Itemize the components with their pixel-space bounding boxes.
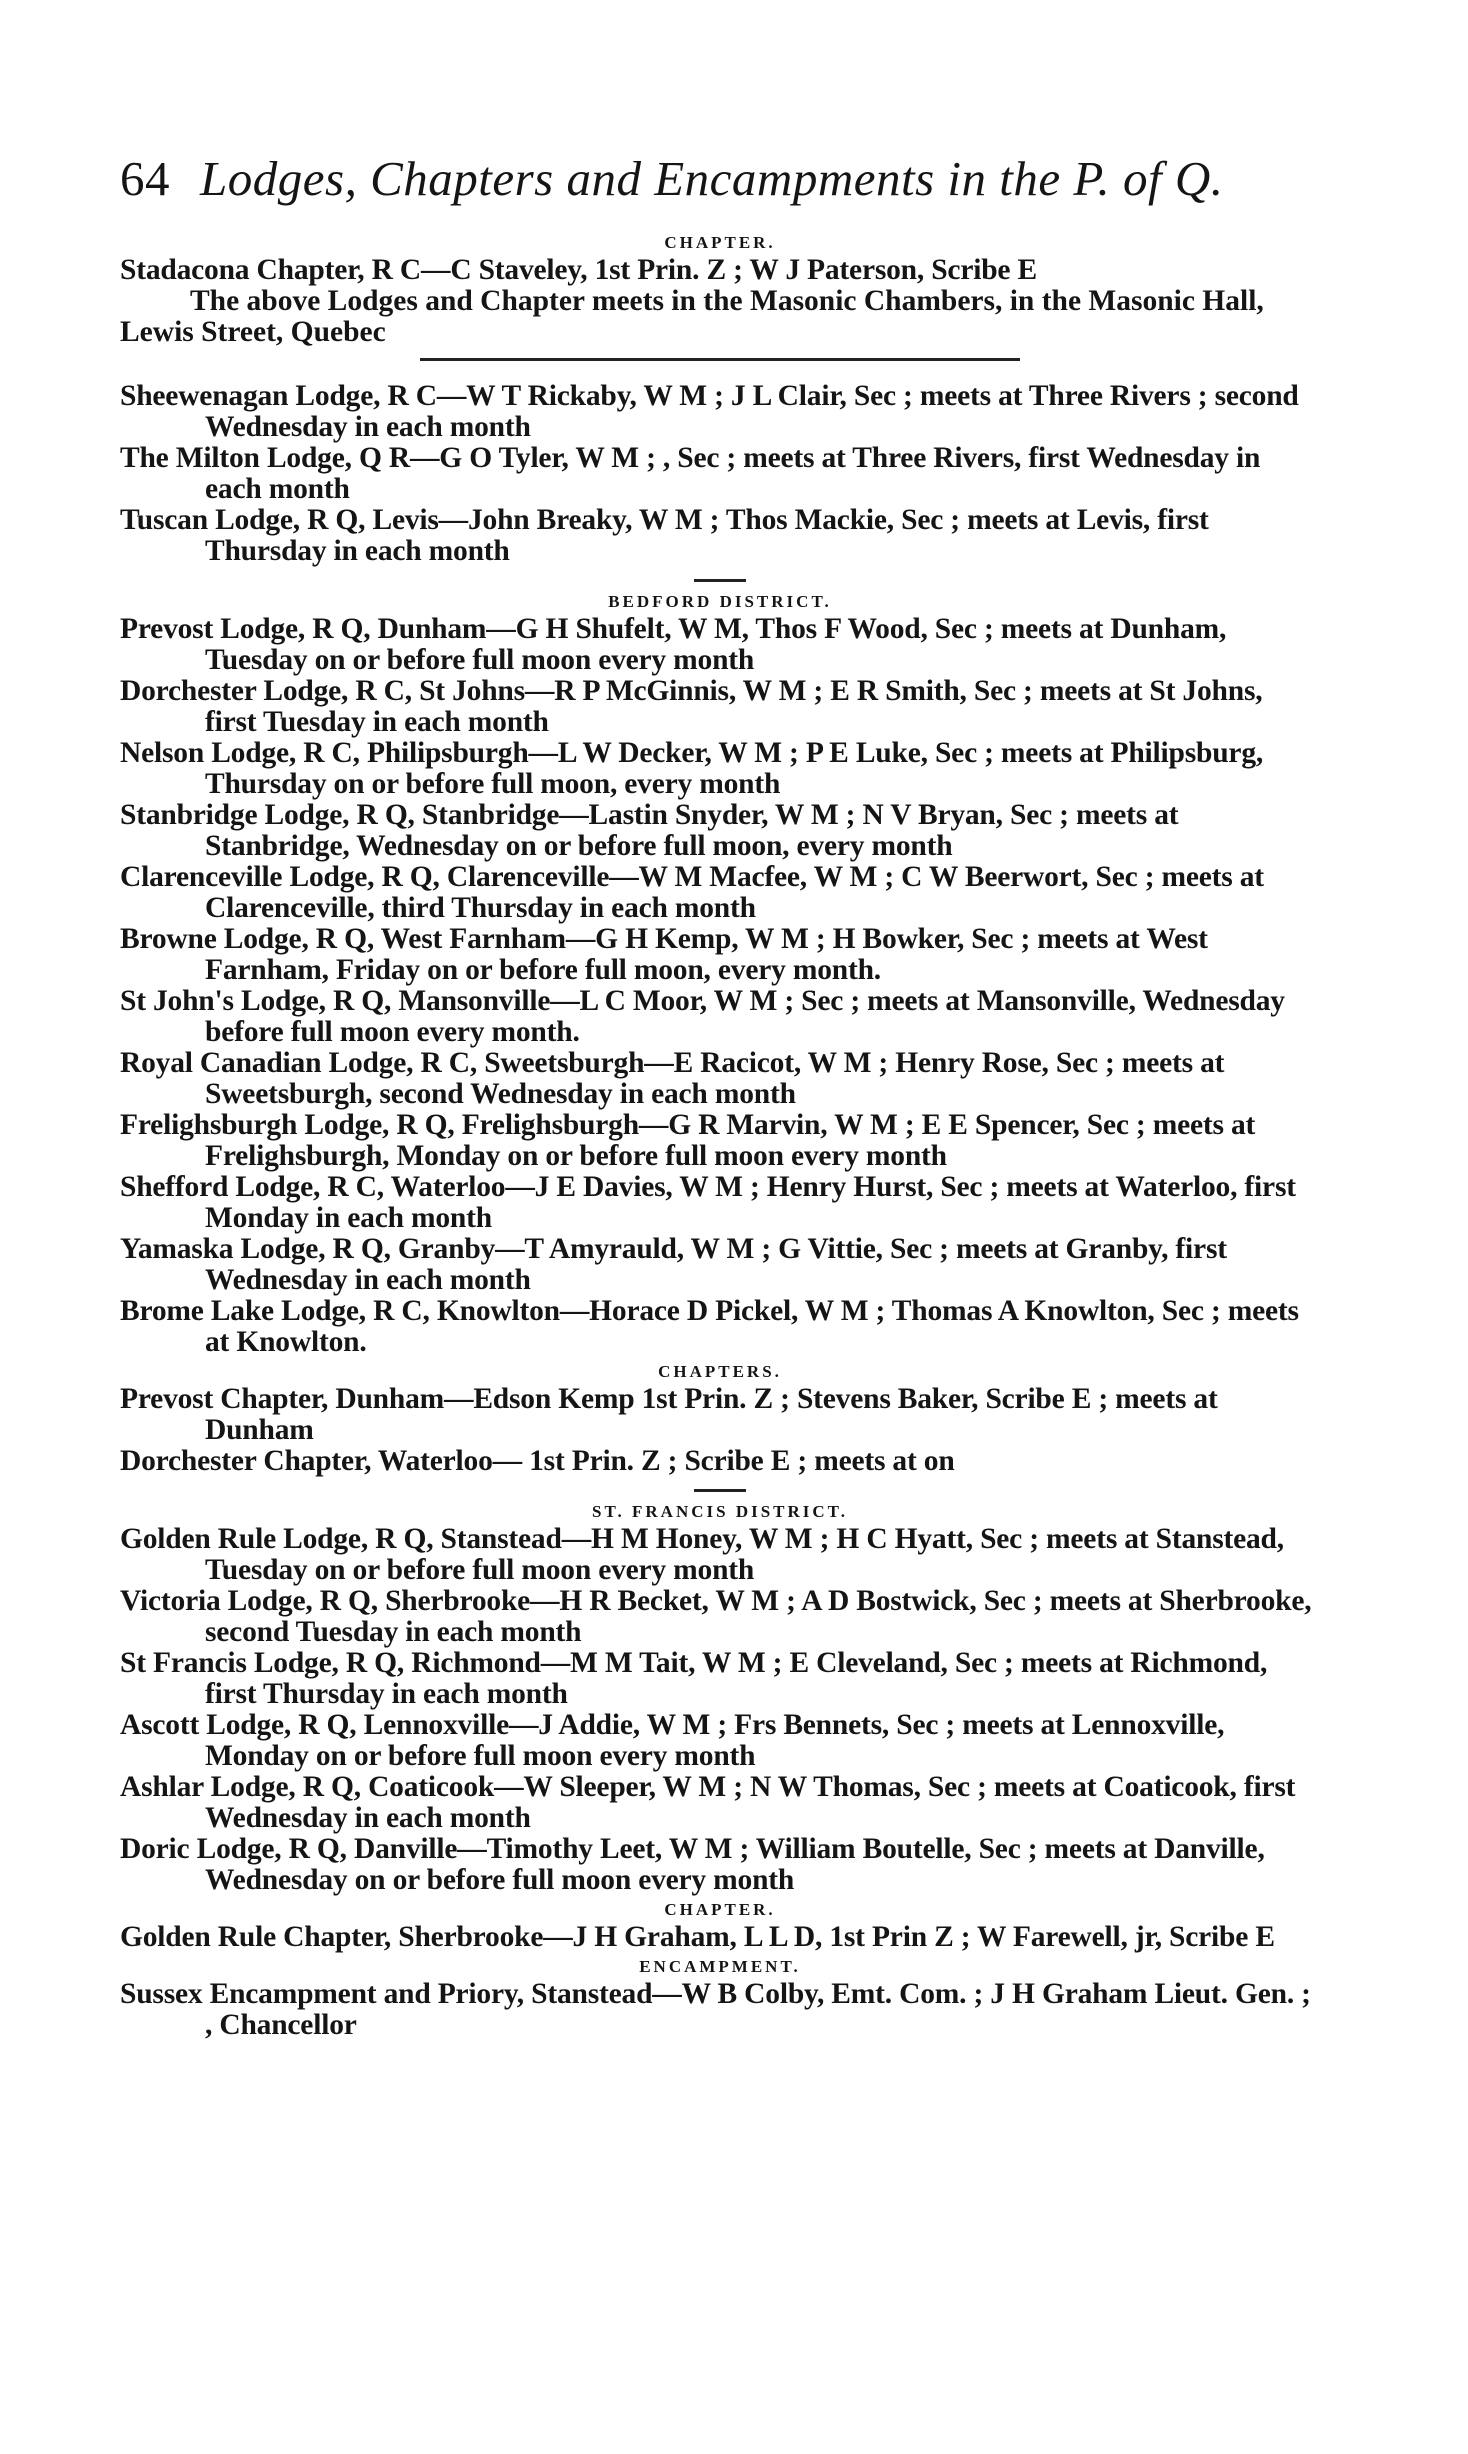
lodge-entry: Yamaska Lodge, R Q, Granby—T Amyrauld, W M ; G Vittie, Sec ; meets at Granby, first Wednesday in each month [120,1233,1227,1296]
chapter-entry: Dorchester Chapter, Waterloo— 1st Prin. Z ; Scribe E ; meets at on [120,1445,955,1477]
running-title: Lodges, Chapters and Encampments in the P. of Q. [200,151,1224,206]
section-divider [420,358,1020,361]
lodge-entry: St Francis Lodge, R Q, Richmond—M M Tait, W M ; E Cleveland, Sec ; meets at Richmond, first Thursday in each month [120,1647,1268,1710]
lodge-entry: Royal Canadian Lodge, R C, Sweetsburgh—E Racicot, W M ; Henry Rose, Sec ; meets at Sweetsburgh, second Wednesday in each month [120,1047,1225,1110]
lodge-entry: Dorchester Lodge, R C, St Johns—R P McGinnis, W M ; E R Smith, Sec ; meets at St Johns, first Tuesday in each month [120,675,1263,738]
lodge-entry: Tuscan Lodge, R Q, Levis—John Breaky, W M ; Thos Mackie, Sec ; meets at Levis, first Thursday in each month [120,504,1209,567]
section-heading-chapter: CHAPTER. [664,233,776,252]
lodge-entry: Stanbridge Lodge, R Q, Stanbridge—Lastin Snyder, W M ; N V Bryan, Sec ; meets at Stanbridge, Wednesday on or before full moon, every month [120,799,1179,862]
section-heading-encampment: ENCAMPMENT. [639,1957,801,1976]
lodge-entry: Prevost Lodge, R Q, Dunham—G H Shufelt, W M, Thos F Wood, Sec ; meets at Dunham, Tuesday on or before full moon every month [120,613,1227,676]
lodge-entry: Doric Lodge, R Q, Danville—Timothy Leet, W M ; William Boutelle, Sec ; meets at Danville, Wednesday on or before full moon every month [120,1833,1265,1896]
section-heading-chapter: CHAPTER. [664,1900,776,1919]
page-number: 64 [120,151,170,206]
section-heading-chapters: CHAPTERS. [658,1362,782,1381]
encampment-entry: Sussex Encampment and Priory, Stanstead—W B Colby, Emt. Com. ; J H Graham Lieut. Gen. ; , Chancellor [120,1978,1311,2041]
section-divider [694,1489,746,1492]
lodge-entry: Shefford Lodge, R C, Waterloo—J E Davies, W M ; Henry Hurst, Sec ; meets at Waterloo, first Monday in each month [120,1171,1296,1234]
lodge-entry: Nelson Lodge, R C, Philipsburgh—L W Decker, W M ; P E Luke, Sec ; meets at Philipsburg, Thursday on or before full moon, every month [120,737,1264,800]
district-heading-bedford: BEDFORD DISTRICT. [608,592,832,611]
document-page [120,150,1320,2041]
lodge-entry: Victoria Lodge, R Q, Sherbrooke—H R Becket, W M ; A D Bostwick, Sec ; meets at Sherbrooke, second Tuesday in each month [120,1585,1312,1648]
lodge-entry: Ascott Lodge, R Q, Lennoxville—J Addie, W M ; Frs Bennets, Sec ; meets at Lennoxville, Monday on or before full moon every month [120,1709,1225,1772]
district-heading-st-francis: ST. FRANCIS DISTRICT. [591,1502,849,1521]
lodge-entry: Clarenceville Lodge, R Q, Clarenceville—W M Macfee, W M ; C W Beerwort, Sec ; meets at Clarenceville, third Thursday in each month [120,861,1264,924]
lodge-entry: Ashlar Lodge, R Q, Coaticook—W Sleeper, W M ; N W Thomas, Sec ; meets at Coaticook, first Wednesday in each month [120,1771,1296,1834]
lodge-entry: The Milton Lodge, Q R—G O Tyler, W M ; , Sec ; meets at Three Rivers, first Wednesday in each month [120,442,1261,505]
lodge-entry: Frelighsburgh Lodge, R Q, Frelighsburgh—G R Marvin, W M ; E E Spencer, Sec ; meets at Frelighsburgh, Monday on or before full moon every month [120,1109,1256,1172]
lodge-entry: Browne Lodge, R Q, West Farnham—G H Kemp, W M ; H Bowker, Sec ; meets at West Farnham, Friday on or before full moon, every month. [120,923,1208,986]
lodge-entry: Brome Lake Lodge, R C, Knowlton—Horace D Pickel, W M ; Thomas A Knowlton, Sec ; meets at Knowlton. [120,1295,1299,1358]
chapter-entry: Golden Rule Chapter, Sherbrooke—J H Graham, L L D, 1st Prin Z ; W Farewell, jr, Scribe E [120,1921,1275,1953]
lodge-entry: Sheewenagan Lodge, R C—W T Rickaby, W M ; J L Clair, Sec ; meets at Three Rivers ; second Wednesday in each month [120,380,1299,443]
chapter-entry: Prevost Chapter, Dunham—Edson Kemp 1st Prin. Z ; Stevens Baker, Scribe E ; meets at Dunham [120,1383,1218,1446]
lodge-entry: St John's Lodge, R Q, Mansonville—L C Moor, W M ; Sec ; meets at Mansonville, Wednesday before full moon every month. [120,985,1285,1048]
section-divider [694,579,746,582]
chapter-entry: Stadacona Chapter, R C—C Staveley, 1st Prin. Z ; W J Paterson, Scribe E [120,254,1037,286]
running-head [120,150,1320,207]
meeting-note: The above Lodges and Chapter meets in the Masonic Chambers, in the Masonic Hall, Lewis Street, Quebec [120,285,1264,348]
lodge-entry: Golden Rule Lodge, R Q, Stanstead—H M Honey, W M ; H C Hyatt, Sec ; meets at Stanstead, Tuesday on or before full moon every month [120,1523,1284,1586]
